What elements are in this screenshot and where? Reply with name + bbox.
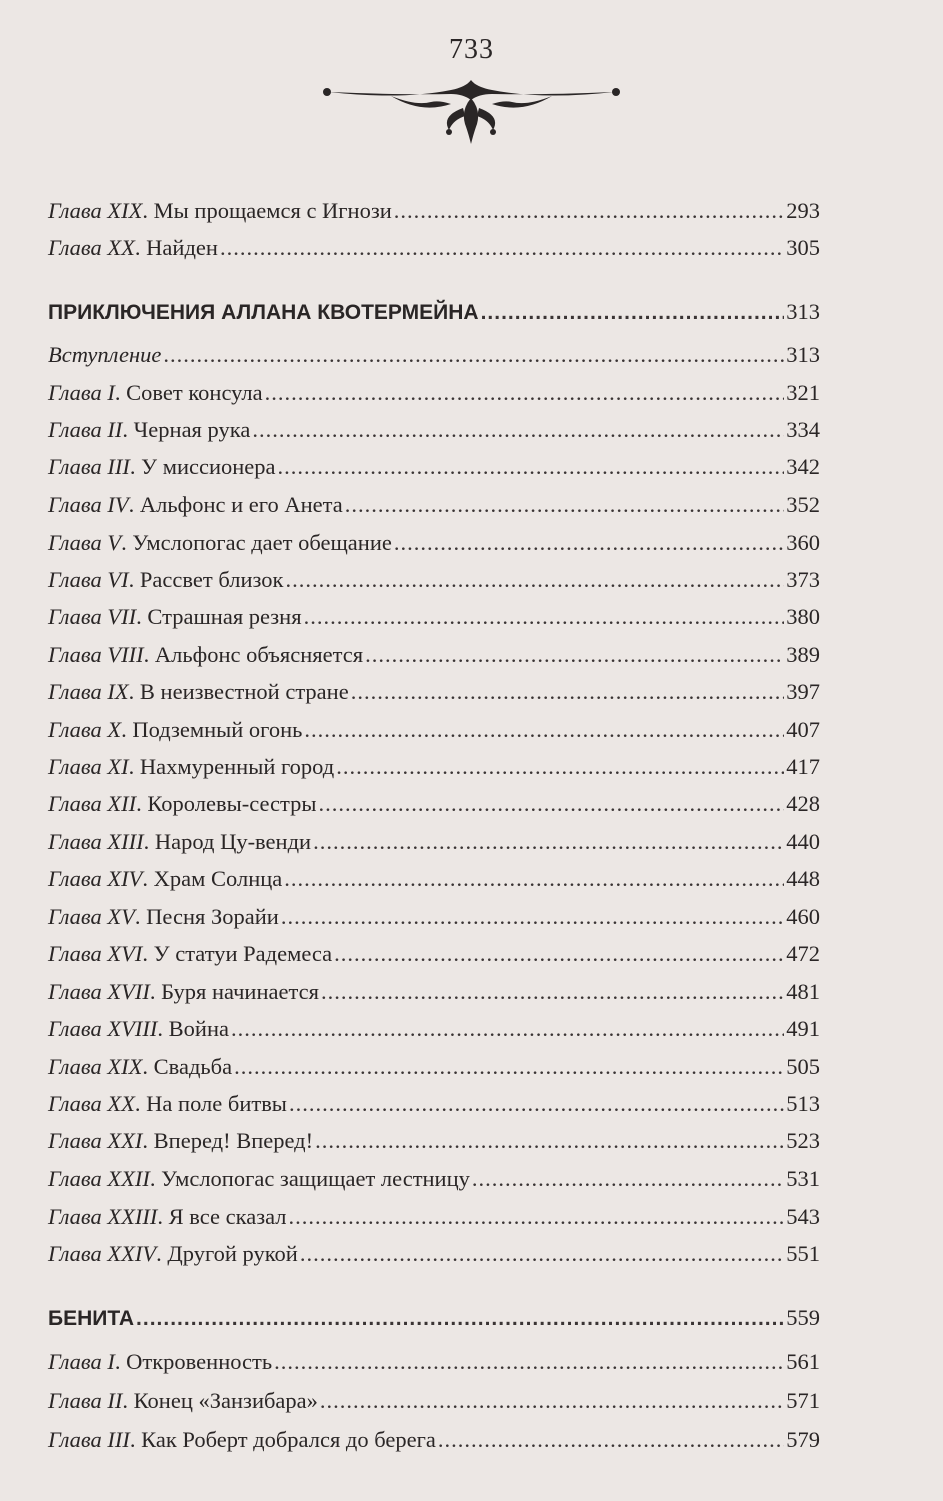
chapter-title: Умслопогас защищает лестницу	[161, 1166, 470, 1191]
toc-entry: Глава XVIII . Война ..... 491	[48, 1012, 820, 1046]
chapter-title: На поле битвы	[146, 1091, 287, 1116]
chapter-label: Глава VI	[48, 567, 129, 592]
chapter-title: Откровенность	[126, 1349, 273, 1374]
page-ref: 321	[786, 380, 820, 405]
page-ref: 334	[786, 417, 820, 442]
toc-entry: Глава XIV . Храм Солнца ..... 448	[48, 862, 820, 896]
page-ref: 407	[786, 717, 820, 742]
chapter-title: Рассвет близок	[139, 567, 284, 592]
dot-leader	[481, 296, 785, 330]
dot-leader	[136, 1302, 784, 1336]
chapter-title: Как Роберт добрался до берега	[141, 1427, 436, 1452]
floral-ornament-icon	[321, 74, 622, 146]
toc-entry: Глава IX . В неизвестной стране ..... 397	[48, 675, 820, 709]
toc-entry: Глава II . Конец «Занзибара» ..... 571	[48, 1384, 820, 1418]
chapter-title: Подземный огонь	[132, 717, 303, 742]
chapter-label: Глава XX	[48, 235, 135, 260]
toc-entry: Глава III . Как Роберт добрался до берега ..... 579	[48, 1423, 820, 1457]
page-ref: 373	[786, 567, 820, 592]
chapter-label: Глава VIII	[48, 642, 144, 667]
chapter-title: Песня Зорайи	[146, 904, 279, 929]
dot-leader	[351, 675, 785, 709]
chapter-title: Умслопогас дает обещание	[132, 530, 392, 555]
dot-leader	[234, 1050, 784, 1084]
toc-entry: Глава XII . Королевы-сестры ..... 428	[48, 787, 820, 821]
chapter-title: Найден	[146, 235, 218, 260]
chapter-label: Глава XVI	[48, 941, 143, 966]
dot-leader	[318, 787, 784, 821]
dot-leader	[438, 1423, 784, 1457]
toc-entry: Глава V . Умслопогас дает обещание ..... 360	[48, 526, 820, 560]
chapter-label: Глава II	[48, 1388, 123, 1413]
chapter-label: Глава V	[48, 530, 122, 555]
page-ref: 551	[786, 1241, 820, 1266]
dot-leader	[345, 488, 785, 522]
page-ref: 305	[786, 235, 820, 260]
page-ref: 571	[786, 1388, 820, 1413]
dot-leader	[289, 1087, 784, 1121]
section-title: БЕНИТА	[48, 1307, 135, 1330]
dot-leader	[284, 862, 784, 896]
toc-entry: Глава XXI . Вперед! Вперед! ..... 523	[48, 1124, 820, 1158]
chapter-label: Глава VII	[48, 604, 137, 629]
page-ref: 360	[786, 530, 820, 555]
toc-entry: Глава XVI . У статуи Радемеса ..... 472	[48, 937, 820, 971]
toc-entry: Глава X . Подземный огонь ..... 407	[48, 713, 820, 747]
page-ref: 380	[786, 604, 820, 629]
chapter-label: Глава XVIII	[48, 1016, 158, 1041]
page-ref: 559	[786, 1305, 820, 1330]
toc-entry: Глава XIX . Мы прощаемся с Игнози ..... 293	[48, 194, 820, 228]
chapter-label: Глава XIV	[48, 866, 143, 891]
dot-leader	[394, 526, 784, 560]
chapter-title: Война	[168, 1016, 229, 1041]
chapter-label: Глава II	[48, 417, 123, 442]
page-ref: 448	[786, 866, 820, 891]
chapter-title: Я все сказал	[168, 1204, 287, 1229]
toc-entry: Глава I . Совет консула ..... 321	[48, 376, 820, 410]
page-ref: 579	[786, 1427, 820, 1452]
page-ref: 531	[786, 1166, 820, 1191]
page-ref: 342	[786, 454, 820, 479]
chapter-label: Глава XI	[48, 754, 129, 779]
toc-entry: Глава XXII . Умслопогас защищает лестницу ..... 531	[48, 1162, 820, 1196]
dot-leader	[313, 825, 784, 859]
chapter-label: Глава XX	[48, 1091, 135, 1116]
toc-entry	[48, 338, 820, 372]
page-ref: 313	[786, 299, 820, 324]
dot-leader	[300, 1237, 784, 1271]
toc-entry: Глава XV . Песня Зорайи ..... 460	[48, 900, 820, 934]
toc-entry: Глава XXIII . Я все сказал ..... 543	[48, 1200, 820, 1234]
chapter-label: Глава XII	[48, 791, 137, 816]
chapter-title: Храм Солнца	[153, 866, 283, 891]
page-ref: 481	[786, 979, 820, 1004]
chapter-title: Черная рука	[133, 417, 251, 442]
page-ref: 561	[786, 1349, 820, 1374]
chapter-title: Королевы-сестры	[147, 791, 317, 816]
dot-leader	[321, 975, 784, 1009]
section-title: ПРИКЛЮЧЕНИЯ АЛЛАНА КВОТЕРМЕЙНА	[48, 301, 479, 324]
page-ref: 460	[786, 904, 820, 929]
page-ref: 313	[786, 342, 820, 367]
toc-entry: Глава XX . Найден ..... 305	[48, 231, 820, 265]
chapter-title: Конец «Занзибара»	[133, 1388, 318, 1413]
toc-entry: Глава XXIV . Другой рукой ..... 551	[48, 1237, 820, 1271]
toc-section	[48, 1301, 820, 1335]
chapter-label: Глава XIX	[48, 1054, 143, 1079]
chapter-label: Глава III	[48, 454, 130, 479]
chapter-label: Глава XVII	[48, 979, 150, 1004]
dot-leader	[334, 937, 784, 971]
dot-leader	[394, 194, 784, 228]
page-ref: 543	[786, 1204, 820, 1229]
toc-entry: Глава XIX . Свадьба ..... 505	[48, 1050, 820, 1084]
page-ref: 505	[786, 1054, 820, 1079]
chapter-label: Глава I	[48, 380, 115, 405]
chapter-label: Глава X	[48, 717, 122, 742]
page-ref: 523	[786, 1128, 820, 1153]
page-number: 733	[449, 34, 494, 65]
dot-leader	[274, 1345, 784, 1379]
chapter-title: Альфонс и его Анета	[139, 492, 343, 517]
page-ref: 293	[786, 198, 820, 223]
page-ref: 397	[786, 679, 820, 704]
page-ref: 352	[786, 492, 820, 517]
chapter-title: Альфонс объясняется	[154, 642, 364, 667]
chapter-label: Глава XIII	[48, 829, 144, 854]
page-ref: 513	[786, 1091, 820, 1116]
chapter-title: Совет консула	[126, 380, 263, 405]
chapter-label: Глава XXII	[48, 1166, 150, 1191]
dot-leader	[252, 413, 784, 447]
toc-entry: Глава IV . Альфонс и его Анета ..... 352	[48, 488, 820, 522]
page-ref: 417	[786, 754, 820, 779]
chapter-title: Мы прощаемся с Игнози	[153, 198, 392, 223]
dot-leader	[285, 563, 784, 597]
chapter-label: Глава XXIV	[48, 1241, 157, 1266]
dot-leader	[278, 450, 785, 484]
dot-leader	[265, 376, 785, 410]
toc-entry: Глава I . Откровенность ..... 561	[48, 1345, 820, 1379]
dot-leader	[281, 900, 784, 934]
chapter-label: Глава IX	[48, 679, 129, 704]
chapter-label: Глава XXIII	[48, 1204, 158, 1229]
chapter-title: Народ Цу-венди	[154, 829, 312, 854]
toc-section	[48, 295, 820, 329]
page-ref: 440	[786, 829, 820, 854]
dot-leader	[289, 1200, 785, 1234]
chapter-label: Глава IV	[48, 492, 129, 517]
dot-leader	[220, 231, 784, 265]
chapter-title: Свадьба	[153, 1054, 233, 1079]
toc-entry: Глава XX . На поле битвы ..... 513	[48, 1087, 820, 1121]
toc-entry: Глава XVII . Буря начинается ..... 481	[48, 975, 820, 1009]
dot-leader	[472, 1162, 784, 1196]
page-ref: 428	[786, 791, 820, 816]
chapter-label: Глава XXI	[48, 1128, 143, 1153]
chapter-title: У миссионера	[141, 454, 276, 479]
chapter-label: Глава I	[48, 1349, 115, 1374]
dot-leader	[304, 600, 785, 634]
chapter-title: В неизвестной стране	[139, 679, 349, 704]
toc-entry: Глава XIII . Народ Цу-венди ..... 440	[48, 825, 820, 859]
toc-entry: Глава III . У миссионера ..... 342	[48, 450, 820, 484]
page-ref: 389	[786, 642, 820, 667]
toc-entry: Глава VI . Рассвет близок ..... 373	[48, 563, 820, 597]
chapter-label: Глава XV	[48, 904, 135, 929]
chapter-title: Буря начинается	[161, 979, 319, 1004]
chapter-label: Вступление	[48, 342, 162, 367]
chapter-title: Вперед! Вперед!	[153, 1128, 314, 1153]
dot-leader	[365, 638, 784, 672]
chapter-title: Другой рукой	[167, 1241, 298, 1266]
toc-entry: Глава II . Черная рука ..... 334	[48, 413, 820, 447]
chapter-title: Нахмуренный город	[139, 754, 335, 779]
chapter-label: Глава III	[48, 1427, 130, 1452]
toc-entry: Глава VII . Страшная резня ..... 380	[48, 600, 820, 634]
chapter-label: Глава XIX	[48, 198, 143, 223]
dot-leader	[336, 750, 784, 784]
dot-leader	[320, 1384, 784, 1418]
page-ref: 491	[786, 1016, 820, 1041]
dot-leader	[231, 1012, 784, 1046]
toc-entry: Глава VIII . Альфонс объясняется ..... 389	[48, 638, 820, 672]
toc-entry: Глава XI . Нахмуренный город ..... 417	[48, 750, 820, 784]
chapter-title: Страшная резня	[147, 604, 302, 629]
dot-leader	[304, 713, 784, 747]
chapter-title: У статуи Радемеса	[153, 941, 333, 966]
dot-leader	[163, 338, 784, 372]
dot-leader	[315, 1124, 784, 1158]
page-ref: 472	[786, 941, 820, 966]
